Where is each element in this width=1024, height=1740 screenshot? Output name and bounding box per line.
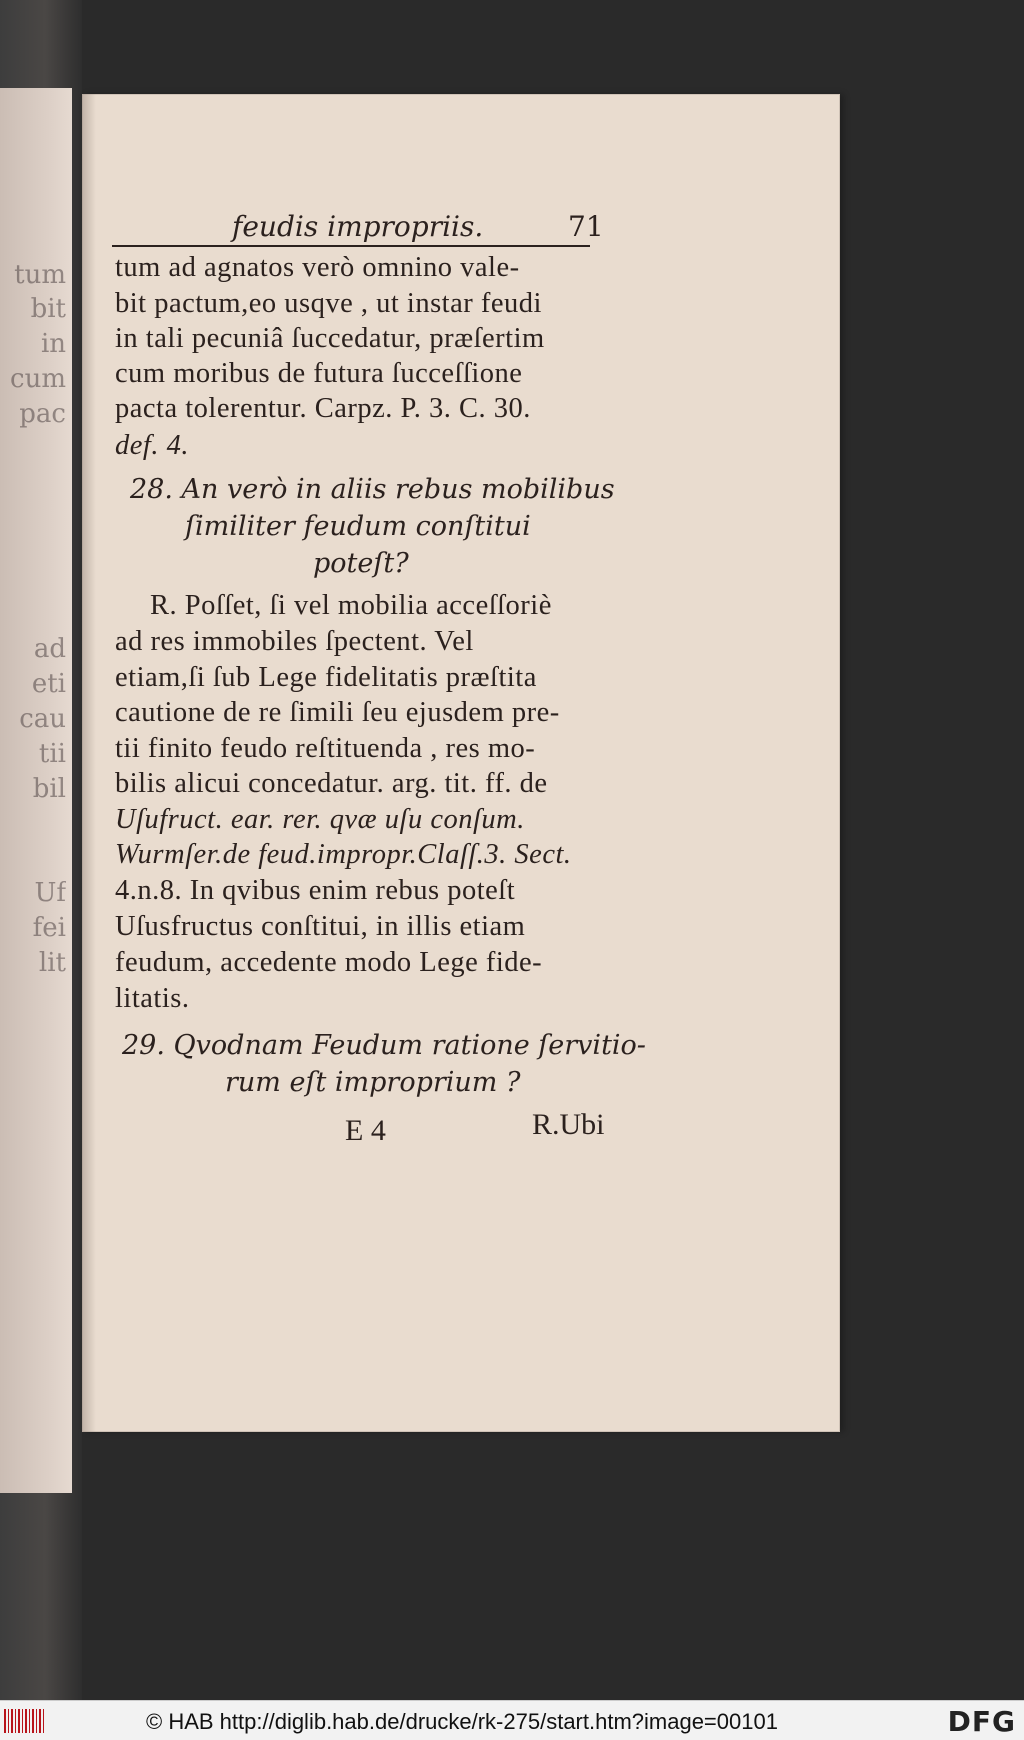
text-line: in tali pecuniâ ſuccedatur, præſertim <box>115 323 545 354</box>
text-line: R. Poſſet, ſi vel mobilia acceſſoriè <box>150 590 552 621</box>
question-heading: rum eſt improprium ? <box>225 1067 521 1098</box>
header-rule <box>112 245 590 247</box>
text-line: Uſufruct. ear. rer. qvæ uſu conſum. <box>115 804 525 835</box>
text-line: tum ad agnatos verò omnino vale- <box>115 252 520 283</box>
previous-page-edge: tum bit in cum pac ad eti cau tii bil Uf fei lit <box>0 88 72 1493</box>
text-line: ad res immobiles ſpectent. Vel <box>115 626 474 657</box>
text-line: feudum, accedente modo Lege fide- <box>115 947 543 978</box>
question-heading: 29. Qvodnam Feudum ratione ſervitio- <box>122 1030 646 1061</box>
hab-barcode-icon <box>4 1709 44 1733</box>
text-line: etiam,ſi ſub Lege fidelitatis præſtita <box>115 662 537 693</box>
question-heading: 28. An verò in aliis rebus mobilibus <box>130 474 615 505</box>
text-line: tii finito feudo reſtituenda , res mo- <box>115 733 536 764</box>
text-line: bilis alicui concedatur. arg. tit. ff. de <box>115 768 548 799</box>
text-line: pacta tolerentur. Carpz. P. 3. C. 30. <box>115 393 531 424</box>
text-line: 4.n.8. In qvibus enim rebus poteſt <box>115 875 516 906</box>
text-line: cum moribus de futura ſucceſſione <box>115 358 523 389</box>
text-line: Wurmſer.de feud.impropr.Claſſ.3. Sect. <box>115 839 572 870</box>
dfg-logo: DFG <box>947 1705 1016 1738</box>
text-line: Uſusfructus conſtitui, in illis etiam <box>115 911 526 942</box>
text-line: def. 4. <box>115 430 189 461</box>
running-header: feudis impropriis. <box>232 210 484 243</box>
signature-mark: E 4 <box>345 1114 386 1147</box>
question-heading: poteſt? <box>313 548 409 579</box>
page-number: 71 <box>568 210 604 243</box>
text-line: bit pactum,eo usqve , ut instar feudi <box>115 288 542 319</box>
page-gutter-shadow <box>82 94 96 1432</box>
source-credit-link[interactable]: © HAB http://diglib.hab.de/drucke/rk-275/start.htm?image=00101 <box>146 1709 778 1734</box>
viewer-footer <box>0 1700 1024 1740</box>
text-line: litatis. <box>115 983 190 1014</box>
catchword: R.Ubi <box>532 1108 605 1141</box>
text-line: cautione de re ſimili ſeu ejusdem pre- <box>115 697 560 728</box>
question-heading: ſimiliter feudum conſtitui <box>185 511 531 542</box>
